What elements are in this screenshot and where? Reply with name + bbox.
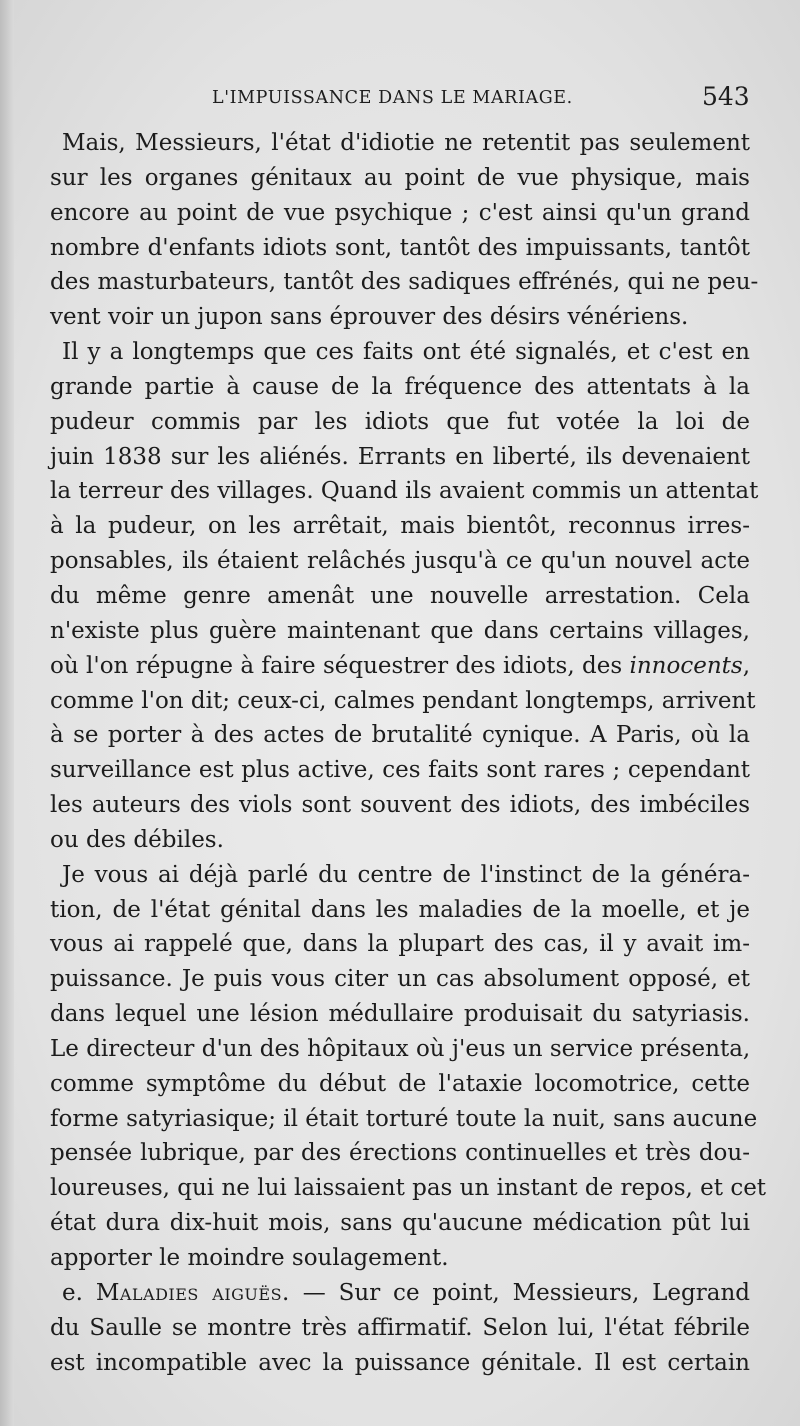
page-header: [0, 82, 800, 120]
text-line: loureuses, qui ne lui laissaient pas un instant de repos, et cet: [50, 1175, 767, 1202]
text-line: ponsables, ils étaient relâchés jusqu'à ce qu'un nouvel acte: [50, 548, 750, 575]
text-fragment: — Sur ce point, Messieurs, Legrand: [289, 1279, 750, 1306]
text-line: Mais, Messieurs, l'état d'idiotie ne retentit pas seulement: [62, 130, 750, 156]
text-line: apporter le moindre soulagement.: [50, 1245, 449, 1271]
text-line: Il y a longtemps que ces faits ont été signalés, et c'est en: [62, 339, 750, 366]
text-line: puissance. Je puis vous citer un cas absolument opposé, et: [50, 966, 750, 993]
text-line: juin 1838 sur les aliénés. Errants en liberté, ils devenaient: [50, 443, 750, 470]
text-line: du Saulle se montre très affirmatif. Selon lui, l'état fébrile: [50, 1314, 750, 1341]
text-line: à la pudeur, on les arrêtait, mais bientôt, reconnus irres-: [50, 513, 750, 540]
text-line: pudeur commis par les idiots que fut votée la loi de: [50, 408, 750, 435]
text-line: vous ai rappelé que, dans la plupart des cas, il y avait im-: [50, 931, 750, 958]
section-heading: Maladies aiguës.: [95, 1279, 290, 1306]
text-line: Le directeur d'un des hôpitaux où j'eus un service présenta,: [50, 1035, 751, 1062]
running-title: L'IMPUISSANCE DANS LE MARIAGE.: [212, 88, 573, 108]
text-line: Je vous ai déjà parlé du centre de l'instinct de la généra-: [62, 861, 750, 888]
text-line: [50, 1276, 750, 1311]
page-edge-shadow: [0, 0, 14, 1426]
text-line: vent voir un jupon sans éprouver des désirs vénériens.: [50, 304, 689, 331]
text-line: à se porter à des actes de brutalité cynique. A Paris, où la: [50, 722, 750, 749]
body-text: [50, 126, 767, 1380]
italic-word: innocents: [629, 652, 743, 679]
text-line: comme symptôme du début de l'ataxie locomotrice, cette: [50, 1070, 750, 1097]
text-line: n'existe plus guère maintenant que dans certains villages,: [50, 617, 750, 644]
text-line: pensée lubrique, par des érections continuelles et très dou-: [50, 1140, 750, 1167]
text-line: dans lequel une lésion médullaire produisait du satyriasis.: [50, 1001, 750, 1028]
text-line: état dura dix-huit mois, sans qu'aucune médication pût lui: [50, 1210, 750, 1237]
text-line: sur les organes génitaux au point de vue physique, mais: [50, 164, 750, 191]
text-line: la terreur des villages. Quand ils avaient commis un attentat: [50, 478, 759, 505]
text-fragment: e.: [62, 1279, 96, 1306]
text-line: est incompatible avec la puissance génitale. Il est certain: [50, 1349, 750, 1376]
text-line: [50, 649, 750, 684]
text-line: tion, de l'état génital dans les maladies de la moelle, et je: [50, 896, 750, 923]
text-line: des masturbateurs, tantôt des sadiques effrénés, qui ne peu-: [50, 269, 759, 296]
text-line: surveillance est plus active, ces faits sont rares ; cependant: [50, 757, 750, 784]
text-fragment: ,: [742, 652, 750, 679]
text-fragment: où l'on répugne à faire séquestrer des idiots, des: [50, 652, 630, 679]
text-line: du même genre amenât une nouvelle arrestation. Cela: [50, 582, 750, 609]
text-line: ou des débiles.: [50, 826, 224, 853]
text-line: les auteurs des viols sont souvent des idiots, des imbéciles: [50, 792, 750, 819]
text-line: forme satyriasique; il était torturé toute la nuit, sans aucune: [50, 1105, 758, 1132]
text-line: nombre d'enfants idiots sont, tantôt des impuissants, tantôt: [50, 234, 750, 261]
text-line: encore au point de vue psychique ; c'est ainsi qu'un grand: [50, 199, 750, 226]
text-line: grande partie à cause de la fréquence des attentats à la: [50, 373, 750, 400]
text-line: comme l'on dit; ceux-ci, calmes pendant longtemps, arrivent: [50, 687, 756, 714]
page-number: 543: [702, 82, 750, 111]
